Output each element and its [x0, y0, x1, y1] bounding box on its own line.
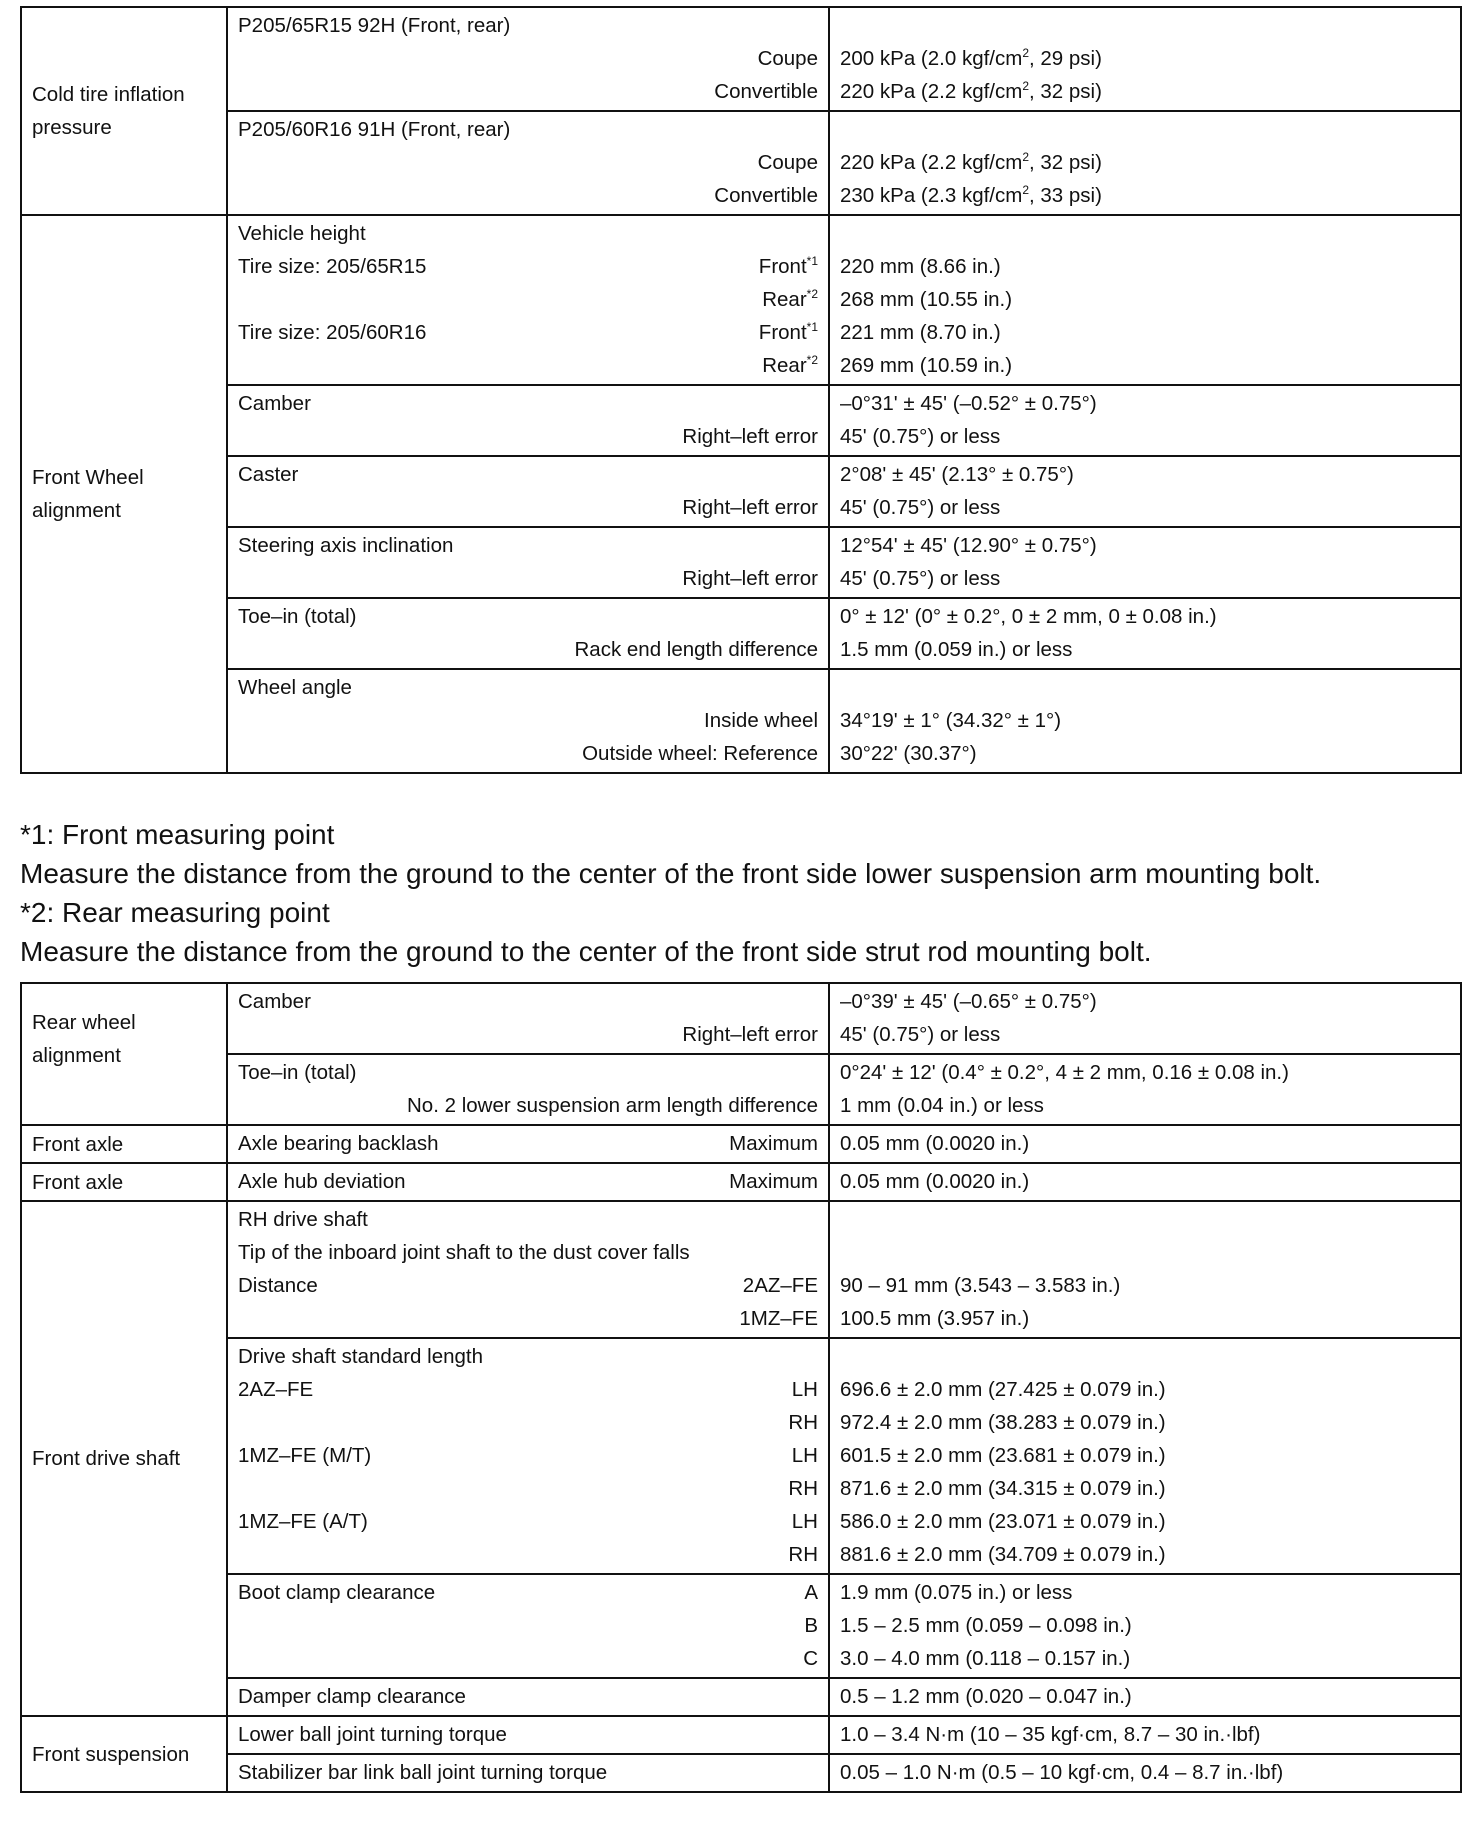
value-cell — [829, 111, 1461, 215]
pressure-value: 200 kPa (2.0 kgf/$cm^2$, 29 psi) — [840, 46, 1102, 70]
spec-value: 3.0 – 4.0 mm (0.118 – 0.157 in.) — [840, 1647, 1131, 1670]
item-title: Axle hub deviation — [238, 1170, 406, 1193]
item-title: Wheel angle — [238, 676, 352, 699]
spec-value: –0°31' ± 45' (–0.52° ± 0.75°) — [840, 392, 1097, 415]
spec-value: 0.05 mm (0.0020 in.) — [840, 1132, 1030, 1155]
tire-size: Tire size: 205/65R15 — [238, 255, 427, 278]
pressure-value: 230 kPa (2.3 kgf/$cm^2$, 33 psi) — [840, 183, 1102, 207]
item-title: Caster — [238, 463, 299, 486]
spec-value: 90 – 91 mm (3.543 – 3.583 in.) — [840, 1274, 1121, 1297]
spec-value: 1.5 mm (0.059 in.) or less — [840, 638, 1073, 661]
item-title: RH drive shaft — [238, 1208, 368, 1231]
cold-tire-label: Cold tire inflation pressure — [21, 7, 227, 215]
item-title: Vehicle height — [238, 222, 366, 245]
cond-label: Rear$^{*2}$ — [762, 353, 818, 377]
spec-value: 100.5 mm (3.957 in.) — [840, 1307, 1030, 1330]
height-value: 220 mm (8.66 in.) — [840, 255, 1001, 278]
table-row — [21, 1574, 1461, 1678]
spec-value: 1.5 – 2.5 mm (0.059 – 0.098 in.) — [840, 1614, 1132, 1637]
spec-value: 1.9 mm (0.075 in.) or less — [840, 1581, 1073, 1604]
cond-label: RH — [788, 1411, 818, 1434]
cond-label: B — [804, 1614, 818, 1637]
cond-label: Right–left error — [682, 496, 818, 519]
footnote-2-text: Measure the distance from the ground to the center of the front side strut rod mounting bolt. — [20, 936, 1152, 967]
cond-label: Inside wheel — [704, 709, 818, 732]
spec-value: 0.05 – 1.0 N·m (0.5 – 10 kgf·cm, 0.4 – 8.7 in.·lbf) — [840, 1761, 1284, 1784]
tire-size: Tire size: 205/60R16 — [238, 321, 427, 344]
spec-value: 30°22' (30.37°) — [840, 742, 977, 765]
cond-label: Right–left error — [682, 425, 818, 448]
cond-label: Right–left error — [682, 567, 818, 590]
height-value: 268 mm (10.55 in.) — [840, 288, 1013, 311]
footnote-2-heading: *2: Rear measuring point — [20, 897, 330, 928]
spec-value: 972.4 ± 2.0 mm (38.283 ± 0.079 in.) — [840, 1411, 1166, 1434]
axle-suspension-spec-table — [20, 982, 1462, 1793]
item-title: Damper clamp clearance — [238, 1685, 466, 1708]
cond-label: Rack end length difference — [574, 638, 818, 661]
spec-value: 12°54' ± 45' (12.90° ± 0.75°) — [840, 534, 1097, 557]
table-row — [21, 983, 1461, 1054]
cond-label: LH — [791, 1444, 818, 1467]
spec-value: 871.6 ± 2.0 mm (34.315 ± 0.079 in.) — [840, 1477, 1166, 1500]
cond-label: LH — [791, 1510, 818, 1533]
height-value: 269 mm (10.59 in.) — [840, 354, 1013, 377]
pressure-value: 220 kPa (2.2 kgf/$cm^2$, 32 psi) — [840, 79, 1102, 103]
cond-label: Maximum — [729, 1132, 818, 1155]
alignment-spec-table — [20, 6, 1462, 774]
front-suspension-label: Front suspension — [21, 1716, 227, 1792]
spec-value: 696.6 ± 2.0 mm (27.425 ± 0.079 in.) — [840, 1378, 1166, 1401]
cond-label: Outside wheel: Reference — [582, 742, 818, 765]
footnote-1-text: Measure the distance from the ground to the center of the front side lower suspension arm mounting bolt. — [20, 858, 1322, 889]
item-title: Steering axis inclination — [238, 534, 454, 557]
spec-value: 0.05 mm (0.0020 in.) — [840, 1170, 1030, 1193]
table-row — [21, 1716, 1461, 1754]
cond-label: LH — [791, 1378, 818, 1401]
spec-value: 2°08' ± 45' (2.13° ± 0.75°) — [840, 463, 1074, 486]
spec-value: 45' (0.75°) or less — [840, 1023, 1001, 1046]
item-title: Axle bearing backlash — [238, 1132, 439, 1155]
spec-value: 45' (0.75°) or less — [840, 496, 1001, 519]
cond-label: Coupe — [757, 151, 818, 174]
item-title: Toe–in (total) — [238, 1061, 357, 1084]
vehicle-height-cell — [227, 215, 829, 385]
item-title: Toe–in (total) — [238, 605, 357, 628]
item-title: Boot clamp clearance — [238, 1581, 436, 1604]
table-row — [21, 1678, 1461, 1716]
table-row — [21, 1054, 1461, 1125]
cond-label: Front$^{*1}$ — [758, 320, 818, 344]
height-value: 221 mm (8.70 in.) — [840, 321, 1001, 344]
tire-cell — [227, 111, 829, 215]
cond-label: Front$^{*1}$ — [758, 254, 818, 278]
table-row — [21, 1125, 1461, 1163]
value-cell — [829, 7, 1461, 111]
cond-label: RH — [788, 1543, 818, 1566]
tire-name: P205/65R15 92H (Front, rear) — [238, 14, 511, 37]
cond-label: Rear$^{*2}$ — [762, 287, 818, 311]
front-wheel-label: Front Wheel alignment — [21, 215, 227, 773]
pressure-value: 220 kPa (2.2 kgf/$cm^2$, 32 psi) — [840, 150, 1102, 174]
spec-value: 1.0 – 3.4 N·m (10 – 35 kgf·cm, 8.7 – 30 in.·lbf) — [840, 1723, 1261, 1746]
table-row — [21, 7, 1461, 111]
spec-value: 881.6 ± 2.0 mm (34.709 ± 0.079 in.) — [840, 1543, 1166, 1566]
item-title: Camber — [238, 990, 311, 1013]
table-row: Front drive shaft RH drive shaft Tip of the inboard joint shaft to the dust cover falls Distance 2AZ–FE 1MZ–FE 90 – 91 mm (3.543 – 3.583 in.) 100.5 mm (3.957 in.) — [21, 1201, 1461, 1338]
spec-value: 1 mm (0.04 in.) or less — [840, 1094, 1044, 1117]
front-drive-shaft-label: Front drive shaft — [21, 1201, 227, 1716]
tire-name: P205/60R16 91H (Front, rear) — [238, 118, 511, 141]
table-row — [21, 598, 1461, 669]
front-axle-label: Front axle — [21, 1125, 227, 1163]
footnote-1-heading: *1: Front measuring point — [20, 819, 335, 850]
table-row — [21, 385, 1461, 456]
cond-label: A — [804, 1581, 818, 1604]
cond-label: Convertible — [714, 184, 818, 207]
front-axle-label: Front axle — [21, 1163, 227, 1201]
cond-label: Right–left error — [682, 1023, 818, 1046]
rear-wheel-label: Rear wheel alignment — [21, 983, 227, 1125]
spec-value: 0° ± 12' (0° ± 0.2°, 0 ± 2 mm, 0 ± 0.08 in.) — [840, 605, 1217, 628]
cond-label: No. 2 lower suspension arm length difference — [407, 1094, 818, 1117]
spec-value: 586.0 ± 2.0 mm (23.071 ± 0.079 in.) — [840, 1510, 1166, 1533]
spec-value: 45' (0.75°) or less — [840, 425, 1001, 448]
table-row: Drive shaft standard length 2AZ–FE LH RH 1MZ–FE (M/T) LH RH 1MZ–FE (A/T) LH RH 696.6 ± 2.0 mm (27.425 ± 0.079 in.) 972.4 ± 2.0 mm (38.283 ± 0.079 in.) 601.5 ± 2.0 mm (23.681 ± 0.079 in.) 871.6 ± 2.0 mm (34.315 ± 0.079 in.) 586.0 ± 2.0 mm (23.071 ± 0.079 in.) 881.6 ± 2.0 mm (34.709 ± 0.079 in.) — [21, 1338, 1461, 1574]
spec-value: 0.5 – 1.2 mm (0.020 – 0.047 in.) — [840, 1685, 1132, 1708]
table-row — [21, 111, 1461, 215]
table-row — [21, 669, 1461, 773]
cond-label: Coupe — [757, 47, 818, 70]
table-row — [21, 456, 1461, 527]
tire-cell — [227, 7, 829, 111]
table-row — [21, 527, 1461, 598]
cond-label: 2AZ–FE — [742, 1274, 818, 1297]
spec-value: –0°39' ± 45' (–0.65° ± 0.75°) — [840, 990, 1097, 1013]
spec-value: 601.5 ± 2.0 mm (23.681 ± 0.079 in.) — [840, 1444, 1166, 1467]
item-title: Camber — [238, 392, 311, 415]
item-subtitle: Tip of the inboard joint shaft to the dust cover falls — [238, 1241, 690, 1264]
cond-label: C — [803, 1647, 818, 1670]
item-title: Stabilizer bar link ball joint turning torque — [238, 1761, 608, 1784]
value-cell — [829, 215, 1461, 385]
cond-label: RH — [788, 1477, 818, 1500]
spec-value: 0°24' ± 12' (0.4° ± 0.2°, 4 ± 2 mm, 0.16 ± 0.08 in.) — [840, 1061, 1289, 1084]
spec-value: 34°19' ± 1° (34.32° ± 1°) — [840, 709, 1062, 732]
cond-label: 1MZ–FE — [739, 1307, 818, 1330]
item-title: Drive shaft standard length — [238, 1345, 483, 1368]
table-row — [21, 1754, 1461, 1792]
item-title: Lower ball joint turning torque — [238, 1723, 507, 1746]
table-row — [21, 215, 1461, 385]
cond-label: Maximum — [729, 1170, 818, 1193]
spec-value: 45' (0.75°) or less — [840, 567, 1001, 590]
table-row — [21, 1163, 1461, 1201]
cond-label: Convertible — [714, 80, 818, 103]
